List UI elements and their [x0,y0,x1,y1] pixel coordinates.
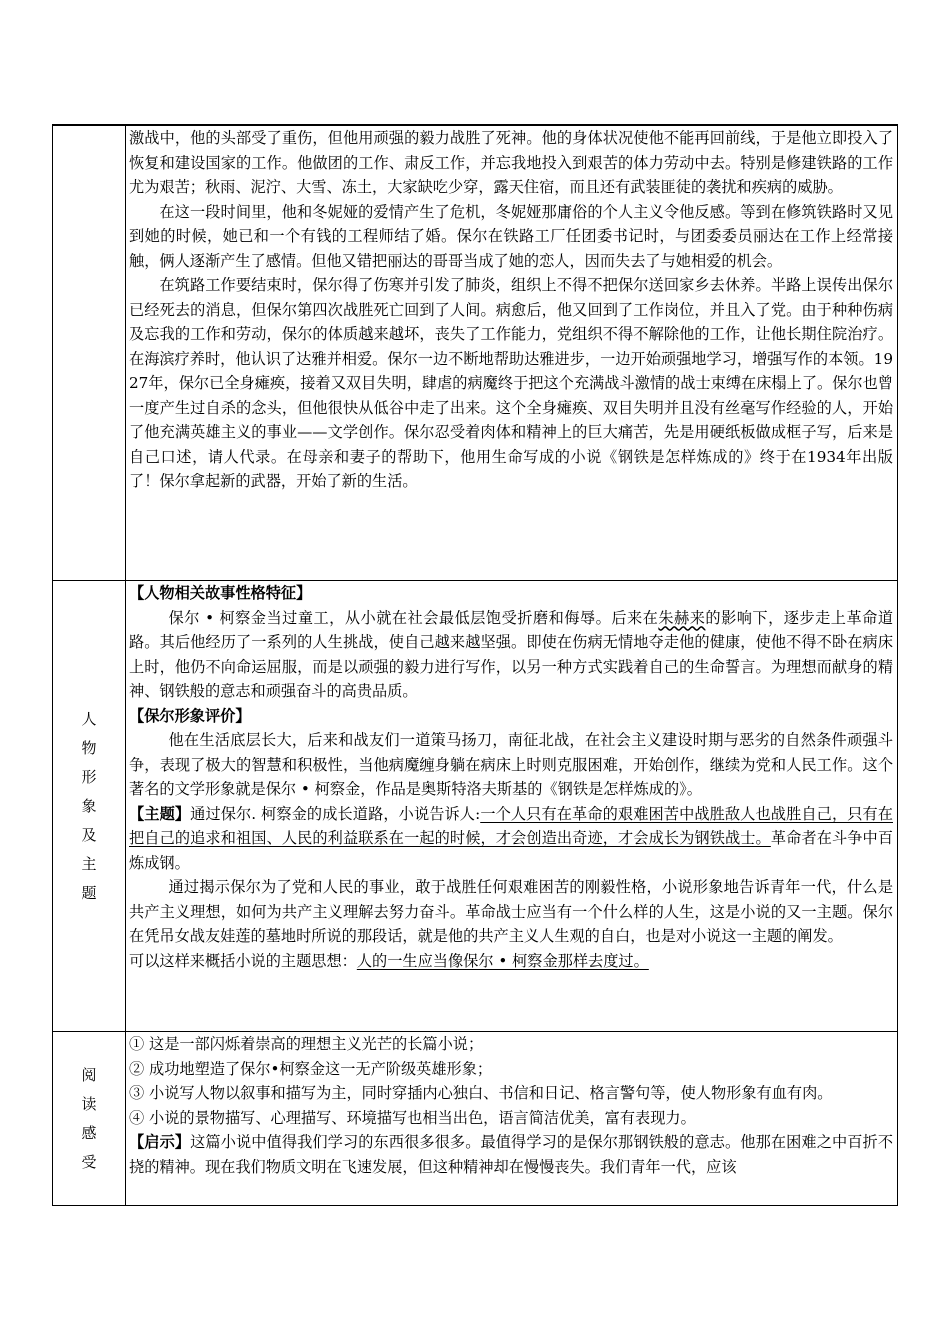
feeling-item-3: ③ 小说写人物以叙事和描写为主，同时穿插内心独白、书信和日记、格言警句等，使人物形象有血有肉。 [129,1084,833,1102]
theme-label: 【主题】 [129,804,191,823]
plot-paragraph-1: 激战中，他的头部受了重伤，但他用顽强的毅力战胜了死神。他的身体状况使他不能再回前线，于是他立即投入了恢复和建设国家的工作。他做团的工作、肃反工作，并忘我地投入到艰苦的体力劳动中去。特别是修建铁路的工作尤为艰苦；秋雨、泥泞、大雪、冻土，大家缺吃少穿，露天住宿，而且还有武装匪徒的袭扰和疾病的威胁。 [129,129,893,196]
character-traits-heading: 【人物相关故事性格特征】 [129,584,312,602]
evaluation-paragraph: 他在生活底层长大，后来和战友们一道策马扬刀，南征北战，在社会主义建设时期与恶劣的自然条件顽强斗争，表现了极大的智慧和积极性，当他病魔缠身躺在病床上时则克服困难，开始创作，继续为党和人民工作。这个著名的文学形象就是保尔 • 柯察金，作品是奥斯特洛夫斯基的《钢铁是怎样炼成的》。 [129,731,893,798]
zhuhelai-name: 朱赫来 [658,608,706,627]
theme-summary-paragraph [129,949,893,974]
row3-content-cell [126,1032,898,1206]
traits-text-a: 保尔 • 柯察金当过童工，从小就在社会最低层饱受折磨和侮辱。后来在 [168,608,659,627]
row2-label-cell [53,581,126,1032]
row-reading-feelings [53,1032,898,1206]
row2-content-cell [126,581,898,1032]
row-character-theme [53,581,898,1032]
row3-label-cell [53,1032,126,1206]
insight-label: 【启示】 [129,1133,191,1151]
row1-content-cell [126,125,898,581]
feeling-item-1: ① 这是一部闪烁着崇高的理想主义光芒的长篇小说； [129,1035,484,1053]
feeling-item-4: ④ 小说的景物描写、心理描写、环境描写也相当出色，语言简洁优美，富有表现力。 [129,1108,696,1127]
plot-paragraph-2: 在这一段时间里，他和冬妮娅的爱情产生了危机，冬妮娅那庸俗的个人主义令他反感。等到在修筑铁路时又见到她的时候，她已和一个有钱的工程师结了婚。保尔在铁路工厂任团委书记时，与团委委员丽达在工作上经常接触，俩人逐渐产生了感情。但他又错把丽达的哥哥当成了她的恋人，因而失去了与她相爱的机会。 [129,202,893,270]
theme-paragraph [129,802,893,876]
content-table [52,124,898,1206]
evaluation-heading: 【保尔形象评价】 [129,706,251,725]
insight-paragraph [129,1130,893,1179]
theme-text-b: 革命者在斗争中百炼成钢。 [129,829,894,872]
row1-label-cell [53,125,126,581]
plot-paragraph-3: 在筑路工作要结束时，保尔得了伤寒并引发了肺炎，组织上不得不把保尔送回家乡去休养。半路上误传出保尔已经死去的消息，但保尔第四次战胜死亡回到了人间。病愈后，他又回到了工作岗位，并且入了党。由于种种伤病及忘我的工作和劳动，保尔的体质越来越坏，丧失了工作能力，党组织不得不解除他的工作，让他长期住院治疗。在海滨疗养时，他认识了达雅并相爱。保尔一边不断地帮助达雅进步，一边开始顽强地学习，增强写作的本领。1927年，保尔已全身瘫痪，接着又双目失明，肆虐的病魔终于把这个充满战斗激情的战士束缚在床榻上了。保尔也曾一度产生过自杀的念头，但他很快从低谷中走了出来。这个全身瘫痪、双目失明并且没有丝毫写作经验的人，开始了他充满英雄主义的事业——文学创作。保尔忍受着肉体和精神上的巨大痛苦，先是用硬纸板做成框子写，后来是自己口述，请人代录。在母亲和妻子的帮助下，他用生命写成的小说《钢铁是怎样炼成的》终于在1934年出版了！保尔拿起新的武器，开始了新的生活。 [129,276,893,490]
second-theme-paragraph: 通过揭示保尔为了党和人民的事业，敢于战胜任何艰难困苦的刚毅性格，小说形象地告诉青年一代，什么是共产主义理想，如何为共产主义理解去努力奋斗。革命战士应当有一个什么样的人生，这是小说的又一主题。保尔在凭吊女战友娃莲的墓地时所说的那段话，就是他的共产主义人生观的自白，也是对小说这一主题的阐发。 [129,878,893,945]
row3-label: 阅读感受 [81,1065,97,1171]
summary-text: 可以这样来概括小说的主题思想： [129,951,357,970]
row-plot-continued [53,125,898,581]
row2-label: 人物形象及主题 [81,709,97,902]
character-traits-paragraph [129,606,893,704]
theme-text-a: 通过保尔. 柯察金的成长道路，小说告诉人: [190,804,481,823]
document-sheet [52,124,898,1201]
traits-text-b: 的影响下，逐步走上革命道路。其后他经历了一系列的人生挑战，使自己越来越坚强。即使在伤病无情地夺走他的健康，使他不得不卧在病床上时，他仍不向命运屈服，而是以顽强的毅力进行写作，以另一种方式实践着自己的生命誓言。为理想而献身的精神、钢铁般的意志和顽强奋斗的高贵品质。 [129,608,894,700]
feeling-item-2: ② 成功地塑造了保尔•柯察金这一无产阶级英雄形象； [129,1059,493,1078]
theme-underlined: 一个人只有在革命的艰难困苦中战胜敌人也战胜自己，只有在把自己的追求和祖国、人民的利益联系在一起的时候，才会创造出奇迹，才会成长为钢铁战士。 [129,804,893,847]
insight-text: 这篇小说中值得我们学习的东西很多很多。最值得学习的是保尔那钢铁般的意志。他那在困难之中百折不挠的精神。现在我们物质文明在飞速发展，但这种精神却在慢慢丧失。我们青年一代，应该 [129,1133,894,1176]
summary-underlined: 人的一生应当像保尔 • 柯察金那样去度过。 [356,951,649,970]
